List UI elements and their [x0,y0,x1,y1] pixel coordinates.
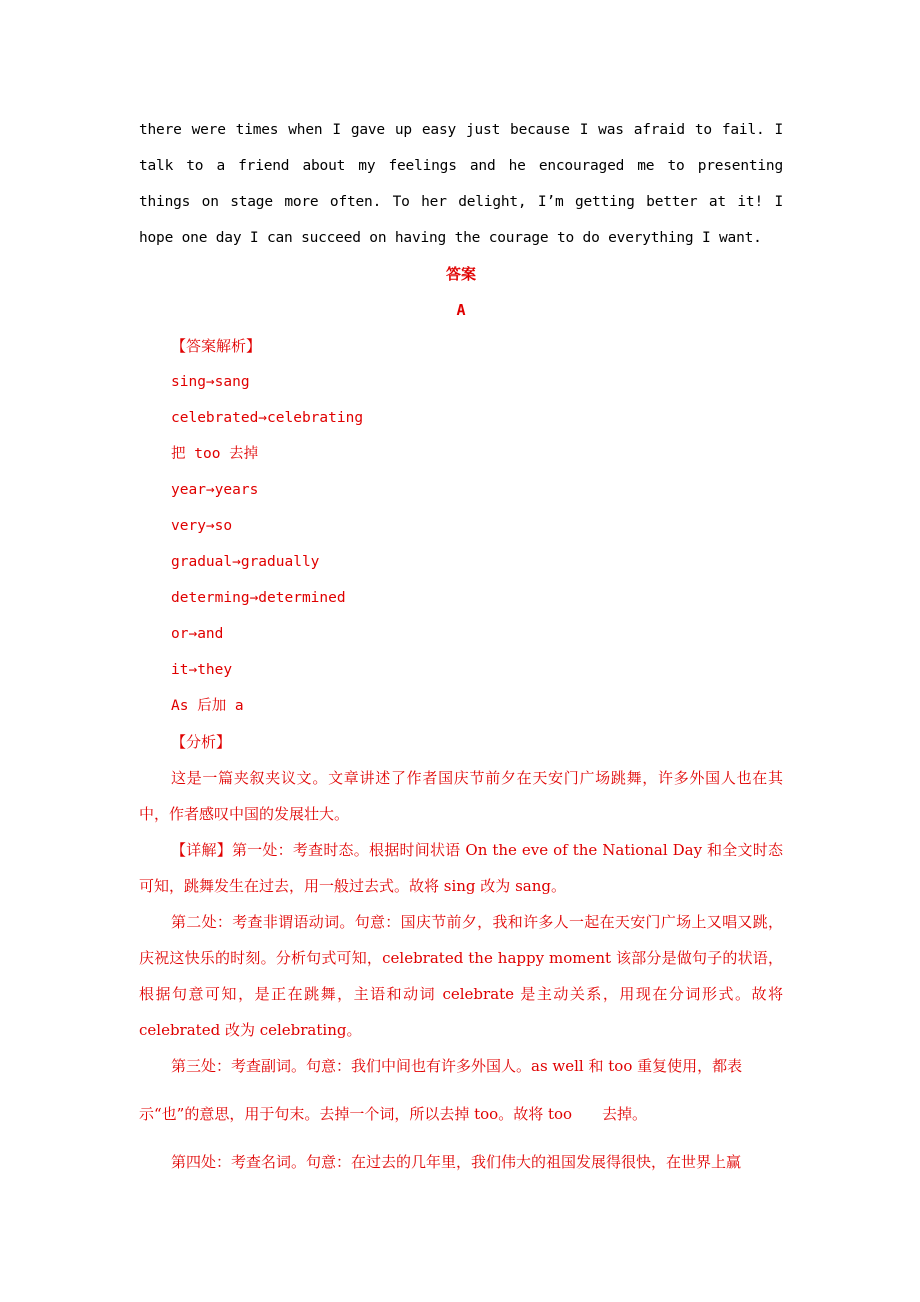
correction-item: gradual→gradually [171,554,320,570]
correction-item: year→years [171,482,259,498]
intro-paragraph: there were times when I gave up easy just because I was afraid to fail. I talk to a friend about my feelings and he encouraged me to presenting things on stage more often. To her delight, I’m getting better at it! I hope one day I can succeed on having the courage to do everything I want. [139,122,783,246]
answer-title: 答案 [445,265,476,283]
detail-paragraph-2: 第二处：考查非谓语动词。句意：国庆节前夕，我和许多人一起在天安门广场上又唱又跳，庆祝这快乐的时刻。分析句式可知，celebrated the happy moment 该部分是做句子的状语，根据句意可知，是正在跳舞，主语和动词 celebrate 是主动关系，用现在分词形式。故将 celebrated 改为 celebrating。 [139,913,783,1039]
answer-letter: A [456,301,466,319]
correction-item: 把 too 去掉 [171,446,259,462]
analysis-heading: 【分析】 [171,733,232,751]
document-page [139,112,783,1180]
correction-item: or→and [171,626,224,642]
detail-paragraph-4: 第四处：考查名词。句意：在过去的几年里，我们伟大的祖国发展得很快，在世界上赢 [171,1153,742,1171]
correction-item: sing→sang [171,374,250,390]
correction-item: As 后加 a [171,698,244,714]
detail-paragraph-3-line-1: 第三处：考查副词。句意：我们中间也有许多外国人。as well 和 too 重复使用，都表 [171,1057,743,1075]
explanation-heading: 【答案解析】 [171,337,262,355]
corrections-list [139,364,783,724]
correction-item: determing→determined [171,590,346,606]
detail-1-text: 第一处：考查时态。根据时间状语 On the eve of the National Day 和全文时态可知，跳舞发生在过去，用一般过去式。故将 sing 改为 sang。 [139,841,783,895]
correction-item: celebrated→celebrating [171,410,364,426]
detail-paragraph-1 [139,832,783,904]
correction-item: very→so [171,518,233,534]
correction-item: it→they [171,662,233,678]
detail-heading: 【详解】 [171,841,232,859]
detail-paragraph-3-line-2: 示“也”的意思，用于句末。去掉一个词，所以去掉 too。故将 too 去掉。 [139,1105,648,1123]
analysis-paragraph: 这是一篇夹叙夹议文。文章讲述了作者国庆节前夕在天安门广场跳舞，许多外国人也在其中，作者感叹中国的发展壮大。 [139,769,783,823]
